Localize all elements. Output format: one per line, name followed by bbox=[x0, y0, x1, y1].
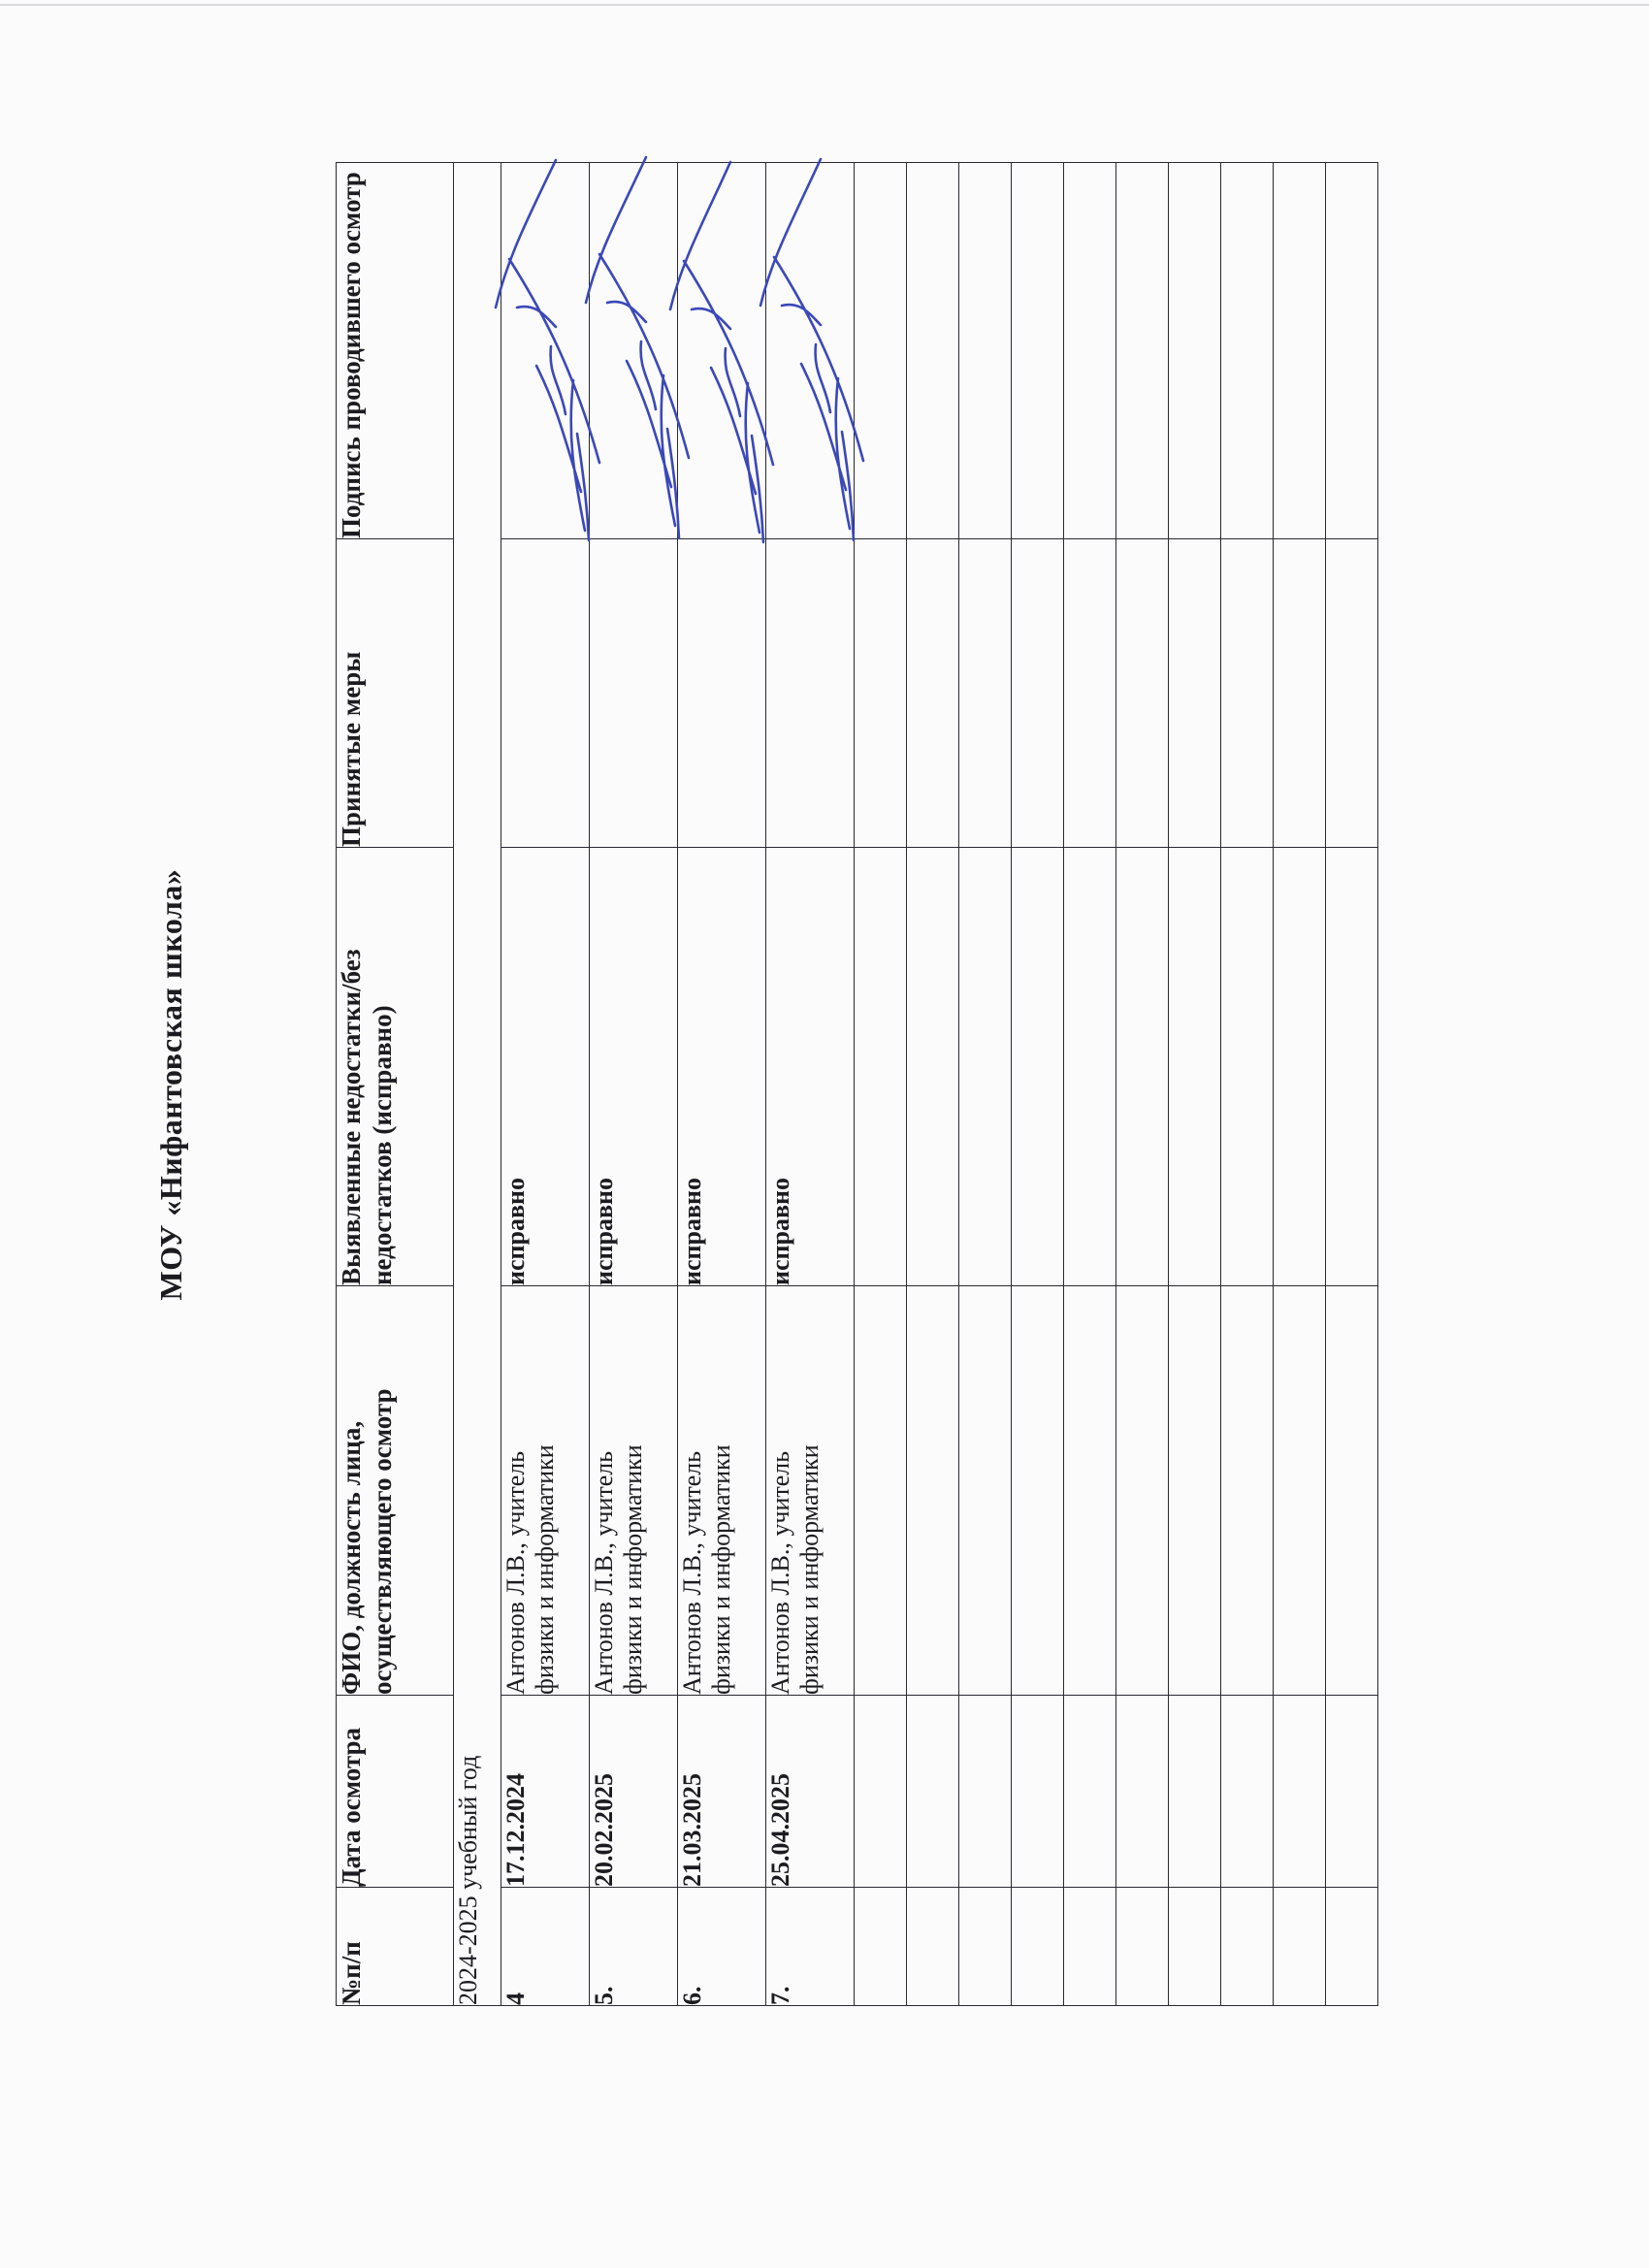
inspector-cell bbox=[501, 1286, 590, 1696]
inspector-position: физики и информатики bbox=[794, 1444, 824, 1695]
empty-row bbox=[907, 163, 959, 2006]
row-number: 4 bbox=[501, 1888, 590, 2006]
empty-row bbox=[1169, 163, 1221, 2006]
inspector-name: Антонов Л.В., учитель bbox=[590, 1450, 618, 1695]
table-row bbox=[766, 163, 855, 2006]
empty-row bbox=[1064, 163, 1116, 2006]
empty-row bbox=[1274, 163, 1326, 2006]
header-date: Дата осмотра bbox=[337, 1696, 454, 1888]
header-findings: Выявленные недостатки/без недостатков (исправно) bbox=[337, 848, 454, 1286]
finding: исправно bbox=[590, 848, 678, 1286]
inspector-name: Антонов Л.В., учитель bbox=[501, 1450, 530, 1695]
handwritten-signature bbox=[753, 152, 869, 550]
inspection-log-table bbox=[336, 162, 1378, 2006]
measures-cell bbox=[766, 539, 855, 848]
empty-row bbox=[1116, 163, 1169, 2006]
inspector-position: физики и информатики bbox=[706, 1444, 735, 1695]
finding: исправно bbox=[501, 848, 590, 1286]
measures-cell bbox=[501, 539, 590, 848]
empty-row bbox=[1012, 163, 1064, 2006]
inspector-cell bbox=[678, 1286, 766, 1696]
inspector-position: физики и информатики bbox=[618, 1444, 647, 1695]
finding: исправно bbox=[766, 848, 855, 1286]
inspector-cell bbox=[766, 1286, 855, 1696]
inspector-name: Антонов Л.В., учитель bbox=[766, 1450, 794, 1695]
document-title: МОУ «Нифантовская школа» bbox=[153, 868, 188, 1301]
empty-row bbox=[959, 163, 1012, 2006]
scan-top-edge bbox=[0, 4, 1649, 6]
empty-row bbox=[1326, 163, 1378, 2006]
header-inspector: ФИО, должность лица, осуществляющего осмотр bbox=[337, 1286, 454, 1696]
finding: исправно bbox=[678, 848, 766, 1286]
row-number: 6. bbox=[678, 1888, 766, 2006]
inspection-date: 21.03.2025 bbox=[678, 1696, 766, 1888]
inspector-name: Антонов Л.В., учитель bbox=[678, 1450, 706, 1695]
inspector-cell bbox=[590, 1286, 678, 1696]
year-label: 2024-2025 учебный год bbox=[454, 163, 501, 2006]
header-measures: Принятые меры bbox=[337, 539, 454, 848]
rotated-page bbox=[153, 163, 1568, 2006]
row-number: 7. bbox=[766, 1888, 855, 2006]
header-signature: Подпись проводившего осмотр bbox=[337, 163, 454, 539]
inspection-date: 17.12.2024 bbox=[501, 1696, 590, 1888]
measures-cell bbox=[678, 539, 766, 848]
row-number: 5. bbox=[590, 1888, 678, 2006]
measures-cell bbox=[590, 539, 678, 848]
inspection-date: 20.02.2025 bbox=[590, 1696, 678, 1888]
inspection-date: 25.04.2025 bbox=[766, 1696, 855, 1888]
header-num: №п/п bbox=[337, 1888, 454, 2006]
inspector-position: физики и информатики bbox=[530, 1444, 559, 1695]
header-row bbox=[337, 163, 454, 2006]
signature-cell bbox=[766, 163, 855, 539]
empty-row bbox=[1221, 163, 1274, 2006]
